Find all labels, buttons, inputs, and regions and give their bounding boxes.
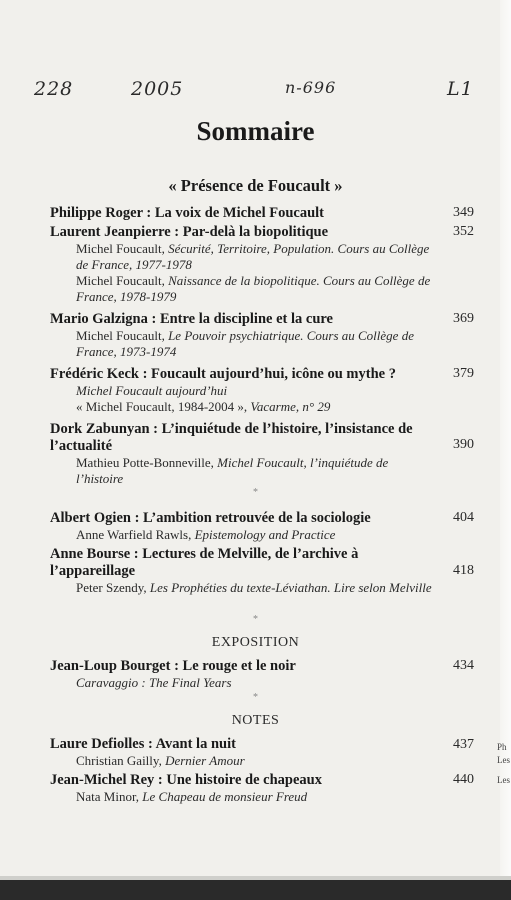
entry-heading: Albert Ogien : L’ambition retrouvée de la sociologie bbox=[50, 510, 371, 526]
section-title: « Présence de Foucault » bbox=[168, 176, 343, 195]
toc-entry bbox=[50, 205, 435, 222]
entry-heading: Laurent Jeanpierre : Par-delà la biopolitique bbox=[50, 224, 329, 240]
entry-reference: Caravaggio : The Final Years bbox=[76, 675, 232, 690]
entry-heading: Jean-Loup Bourget : Le rouge et le noir bbox=[50, 658, 296, 674]
section-label-notes: NOTES bbox=[231, 713, 280, 728]
entry-heading: Frédéric Keck : Foucault aujourd’hui, icône ou mythe ? bbox=[50, 366, 396, 382]
toc-entry bbox=[50, 510, 435, 543]
entry-heading: Dork Zabunyan : L’inquiétude de l’histoire, l’insistance de l’actualité bbox=[50, 421, 413, 454]
toc-entry bbox=[50, 224, 435, 305]
entry-reference: Anne Warfield Rawls, Epistemology and Practice bbox=[76, 527, 336, 542]
entry-reference: Michel Foucault, Sécurité, Territoire, Population. Cours au Collège de France, 1977-1978 bbox=[76, 241, 430, 272]
toc-entry bbox=[50, 366, 435, 415]
handwritten-note-l1: L1 bbox=[447, 78, 474, 100]
handwritten-note-2005: 2005 bbox=[131, 78, 184, 100]
page-number: 440 bbox=[453, 772, 474, 787]
separator-star: * bbox=[253, 692, 258, 703]
entry-heading: Philippe Roger : La voix de Michel Foucault bbox=[50, 205, 325, 221]
entry-reference: Michel Foucault, Le Pouvoir psychiatrique. Cours au Collège de France, 1973-1974 bbox=[76, 328, 414, 359]
entry-reference: Peter Szendy, Les Prophéties du texte-Léviathan. Lire selon Melville bbox=[76, 580, 432, 595]
page-number: 349 bbox=[453, 205, 474, 220]
margin-fragment: Les bbox=[497, 775, 510, 785]
toc-entry bbox=[50, 736, 435, 769]
page-title: Sommaire bbox=[196, 116, 315, 146]
separator-star: * bbox=[253, 487, 258, 498]
entry-heading: Jean-Michel Rey : Une histoire de chapeaux bbox=[50, 772, 322, 788]
entry-reference: Mathieu Potte-Bonneville, Michel Foucault, l’inquiétude de l’histoire bbox=[76, 455, 389, 486]
handwritten-note-228: 228 bbox=[34, 78, 74, 100]
entry-reference: Nata Minor, Le Chapeau de monsieur Freud bbox=[76, 789, 308, 804]
toc-entry bbox=[50, 658, 435, 691]
section-label-exposition: EXPOSITION bbox=[211, 635, 300, 650]
toc-entry bbox=[50, 421, 435, 487]
page-edge bbox=[500, 0, 511, 900]
handwritten-note-n696: n-696 bbox=[285, 78, 337, 97]
entry-heading: Anne Bourse : Lectures de Melville, de l’archive à l’appareillage bbox=[50, 546, 359, 579]
margin-fragment: Les bbox=[497, 755, 510, 765]
entry-reference: Michel Foucault aujourd’hui bbox=[76, 383, 228, 398]
toc-entry bbox=[50, 546, 435, 596]
scan-border bbox=[0, 880, 511, 900]
entry-reference: Christian Gailly, Dernier Amour bbox=[76, 753, 245, 768]
page-number: 369 bbox=[453, 311, 474, 326]
page-number: 437 bbox=[453, 737, 474, 752]
page-number: 352 bbox=[453, 224, 474, 239]
page-number: 379 bbox=[453, 366, 474, 381]
separator-star: * bbox=[253, 614, 258, 625]
entry-reference: « Michel Foucault, 1984-2004 », Vacarme, n° 29 bbox=[76, 399, 331, 414]
toc-entry bbox=[50, 772, 435, 805]
entry-heading: Laure Defiolles : Avant la nuit bbox=[50, 736, 236, 752]
page-number: 404 bbox=[453, 510, 474, 525]
page-number: 434 bbox=[453, 658, 474, 673]
toc-entry bbox=[50, 311, 435, 360]
page-number: 390 bbox=[453, 437, 474, 452]
page-number: 418 bbox=[453, 563, 474, 578]
margin-fragment: Ph bbox=[497, 742, 507, 752]
entry-reference: Michel Foucault, Naissance de la biopolitique. Cours au Collège de France, 1978-1979 bbox=[76, 273, 431, 304]
entry-heading: Mario Galzigna : Entre la discipline et la cure bbox=[50, 311, 333, 327]
